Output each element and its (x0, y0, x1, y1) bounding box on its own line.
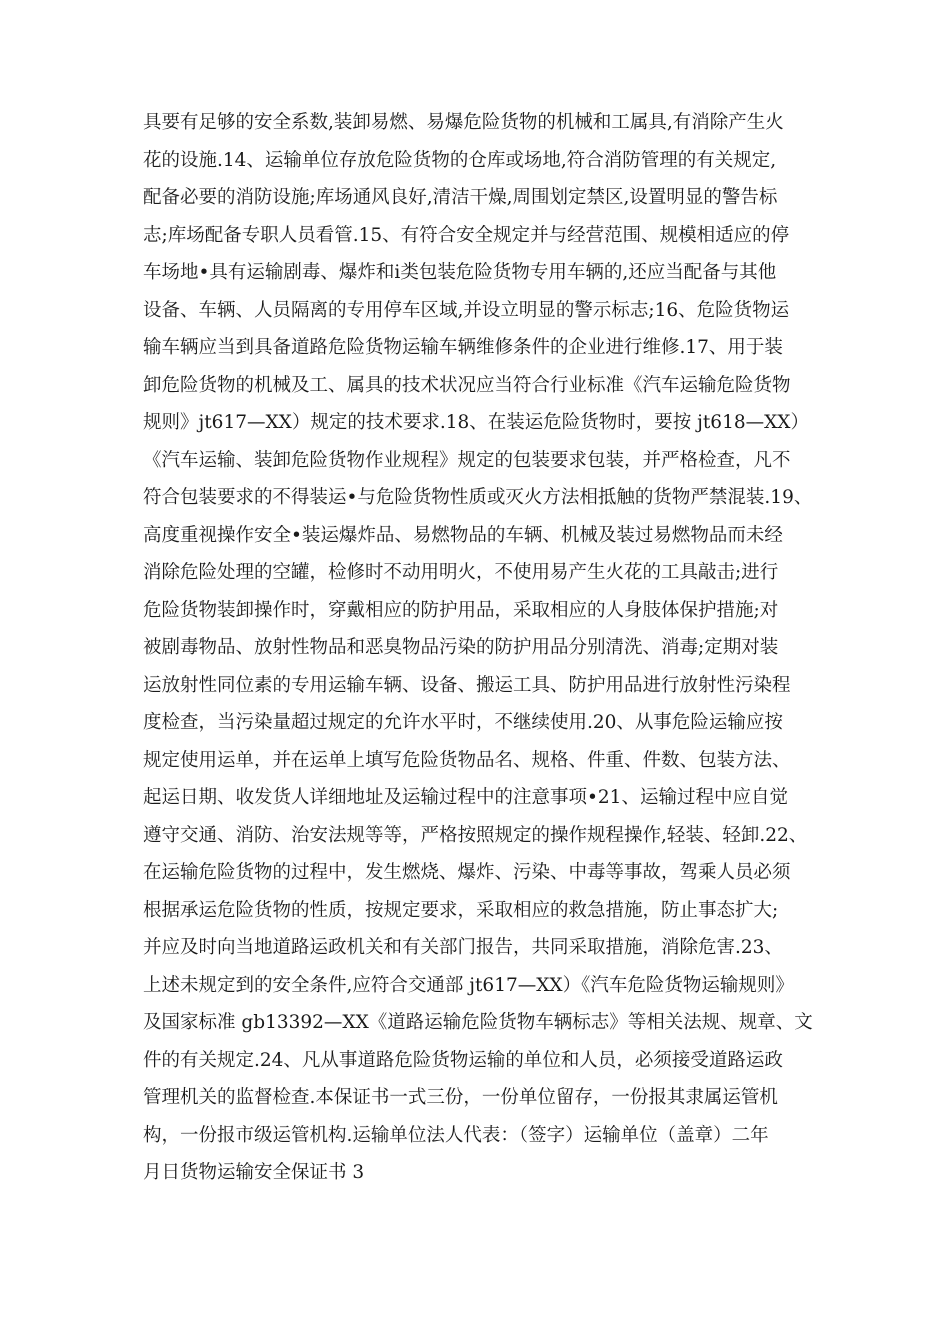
text-line: 构，一份报市级运管机构.运输单位法人代表：（签字）运输单位（盖章）二年 (143, 1124, 769, 1146)
text-line: 志;库场配备专职人员看管.15、有符合安全规定并与经营范围、规模相适应的停 (143, 224, 790, 246)
text-line: 配备必要的消防设施;库场通风良好,清洁干燥,周围划定禁区,设置明显的警告标 (143, 187, 778, 208)
text-line: 被剧毒物品、放射性物品和恶臭物品污染的防护用品分别清洗、消毒;定期对装 (143, 637, 779, 658)
text-line: 遵守交通、消防、治安法规等等，严格按照规定的操作规程操作,轻装、轻卸.22、 (143, 824, 808, 846)
text-line: 高度重视操作安全•装运爆炸品、易燃物品的车辆、机械及装过易燃物品而未经 (143, 524, 783, 546)
text-line: 车场地•具有运输剧毒、爆炸和ⅰ类包装危险货物专用车辆的,还应当配备与其他 (143, 262, 777, 283)
text-line: 危险货物装卸操作时，穿戴相应的防护用品，采取相应的人身肢体保护措施;对 (143, 599, 779, 621)
text-line: 管理机关的监督检查.本保证书一式三份，一份单位留存，一份报其隶属运管机 (143, 1087, 778, 1108)
text-line: 具要有足够的安全系数,装卸易燃、易爆危险货物的机械和工属具,有消除产生火 (143, 112, 784, 133)
text-line: 在运输危险货物的过程中，发生燃烧、爆炸、污染、中毒等事故，驾乘人员必须 (143, 862, 791, 883)
text-line: 设备、车辆、人员隔离的专用停车区域,并设立明显的警示标志;16、危险货物运 (143, 299, 790, 321)
text-line: 度检查，当污染量超过规定的允许水平时，不继续使用.20、从事危险运输应按 (143, 712, 783, 733)
text-line: 根据承运危险货物的性质，按规定要求，采取相应的救急措施，防止事态扩大; (143, 899, 779, 921)
text-line: 并应及时向当地道路运政机关和有关部门报告，共同采取措施，消除危害.23、 (143, 937, 783, 958)
text-line: 上述未规定到的安全条件,应符合交通部 jt617—XX）《汽车危险货物运输规则》 (143, 974, 794, 996)
text-line: 及国家标准 gb13392—XX《道路运输危险货物车辆标志》等相关法规、规章、文 (143, 1012, 813, 1033)
text-line: 运放射性同位素的专用运输车辆、设备、搬运工具、防护用品进行放射性污染程 (143, 674, 791, 696)
text-line: 月日货物运输安全保证书 3 (143, 1162, 365, 1183)
text-line: 卸危险货物的机械及工、属具的技术状况应当符合行业标准《汽车运输危险货物 (143, 374, 791, 396)
body-text (143, 104, 843, 1192)
text-line: 规定使用运单，并在运单上填写危险货物品名、规格、件重、件数、包装方法、 (143, 749, 791, 771)
text-line: 消除危险处理的空罐，检修时不动用明火，不使用易产生火花的工具敲击;进行 (143, 562, 779, 583)
text-line: 规则》jt617—XX）规定的技术要求.18、在装运危险货物时，要按 jt618—XX） (143, 412, 809, 433)
text-line: 输车辆应当到具备道路危险货物运输车辆维修条件的企业进行维修.17、用于装 (143, 337, 783, 358)
text-line: 件的有关规定.24、凡从事道路危险货物运输的单位和人员，必须接受道路运政 (143, 1049, 783, 1071)
text-line: 《汽车运输、装卸危险货物作业规程》规定的包装要求包装，并严格检查，凡不 (143, 449, 791, 471)
text-line: 符合包装要求的不得装运•与危险货物性质或灭火方法相抵触的货物严禁混装.19、 (143, 487, 813, 508)
text-line: 花的设施.14、运输单位存放危险货物的仓库或场地,符合消防管理的有关规定, (143, 149, 777, 171)
text-line: 起运日期、收发货人详细地址及运输过程中的注意事项•21、运输过程中应自觉 (143, 787, 788, 808)
